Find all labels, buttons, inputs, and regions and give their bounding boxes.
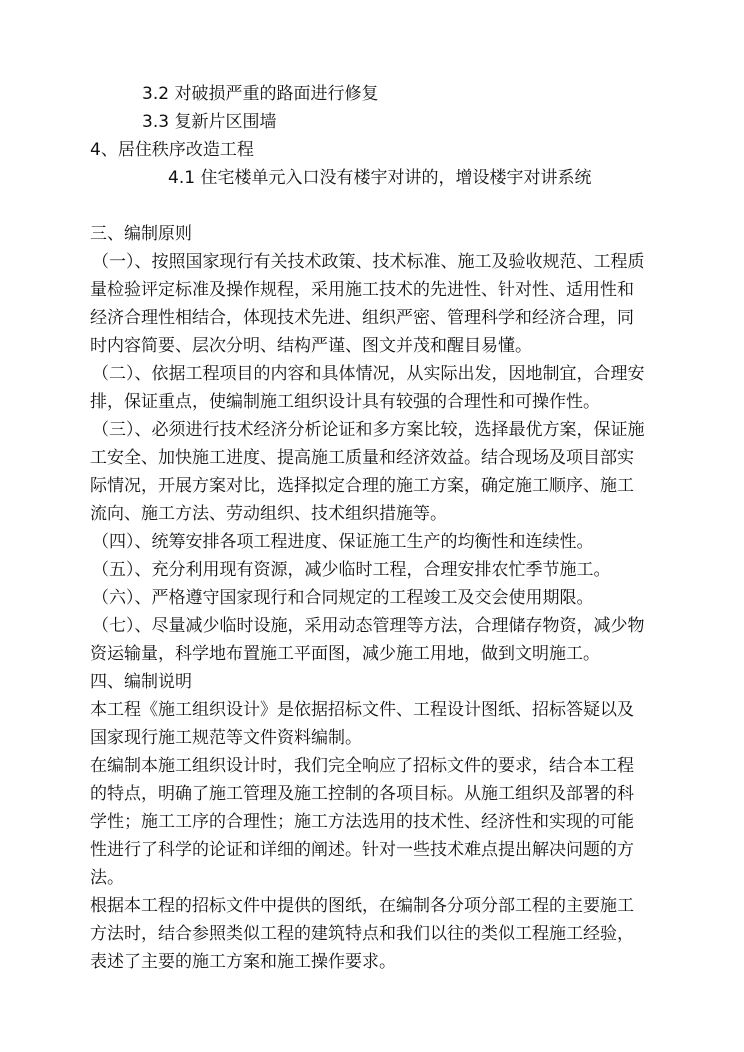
text-line: 3.3 复新片区围墙 <box>142 112 277 132</box>
text-line: 资运输量，科学地布置施工平面图，减少施工用地，做到文明施工。 <box>90 644 600 664</box>
text-line: 时内容简要、层次分明、结构严谨、图文并茂和醒目易懂。 <box>90 336 532 356</box>
text-line: 3.2 对破损严重的路面进行修复 <box>142 84 379 104</box>
text-line: 法。 <box>90 868 124 888</box>
text-line: （二）、依据工程项目的内容和具体情况，从实际出发，因地制宜，合理安 <box>92 364 645 384</box>
text-line: 方法时，结合参照类似工程的建筑特点和我们以往的类似工程施工经验， <box>90 924 634 944</box>
text-line: 表述了主要的施工方案和施工操作要求。 <box>90 952 396 972</box>
text-line: （一）、按照国家现行有关技术政策、技术标准、施工及验收规范、工程质 <box>92 252 645 272</box>
text-line: 量检验评定标准及操作规程，采用施工技术的先进性、针对性、适用性和 <box>90 280 634 300</box>
section-heading: 三、编制原则 <box>90 224 192 244</box>
text-line: 排，保证重点，使编制施工组织设计具有较强的合理性和可操作性。 <box>90 392 600 412</box>
section-heading: 4、居住秩序改造工程 <box>90 140 254 160</box>
text-line: （七）、尽量减少临时设施，采用动态管理等方法，合理储存物资，减少物 <box>92 616 645 636</box>
text-line: （三）、必须进行技术经济分析论证和多方案比较，选择最优方案，保证施 <box>92 420 645 440</box>
text-line: 本工程《施工组织设计》是依据招标文件、工程设计图纸、招标答疑以及 <box>90 700 634 720</box>
text-line: 在编制本施工组织设计时，我们完全响应了招标文件的要求，结合本工程 <box>90 756 634 776</box>
text-line: 际情况，开展方案对比，选择拟定合理的施工方案，确定施工顺序、施工 <box>90 476 634 496</box>
text-line: （六）、严格遵守国家现行和合同规定的工程竣工及交会使用期限。 <box>92 588 594 608</box>
text-line: 4.1 住宅楼单元入口没有楼宇对讲的，增设楼宇对讲系统 <box>168 168 592 188</box>
text-line: 经济合理性相结合，体现技术先进、组织严密、管理科学和经济合理，同 <box>90 308 634 328</box>
text-line: 国家现行施工规范等文件资料编制。 <box>90 728 362 748</box>
text-line: （四）、统筹安排各项工程进度、保证施工生产的均衡性和连续性。 <box>92 532 594 552</box>
text-line: （五）、充分利用现有资源，减少临时工程，合理安排农忙季节施工。 <box>92 560 611 580</box>
text-line: 性进行了科学的论证和详细的阐述。针对一些技术难点提出解决问题的方 <box>90 840 634 860</box>
text-line: 学性；施工工序的合理性；施工方法选用的技术性、经济性和实现的可能 <box>90 812 634 832</box>
text-line: 工安全、加快施工进度、提高施工质量和经济效益。结合现场及项目部实 <box>90 448 634 468</box>
text-line: 流向、施工方法、劳动组织、技术组织措施等。 <box>90 504 447 524</box>
section-heading: 四、编制说明 <box>90 672 192 692</box>
text-line: 的特点，明确了施工管理及施工控制的各项目标。从施工组织及部署的科 <box>90 784 634 804</box>
text-line: 根据本工程的招标文件中提供的图纸，在编制各分项分部工程的主要施工 <box>90 896 634 916</box>
